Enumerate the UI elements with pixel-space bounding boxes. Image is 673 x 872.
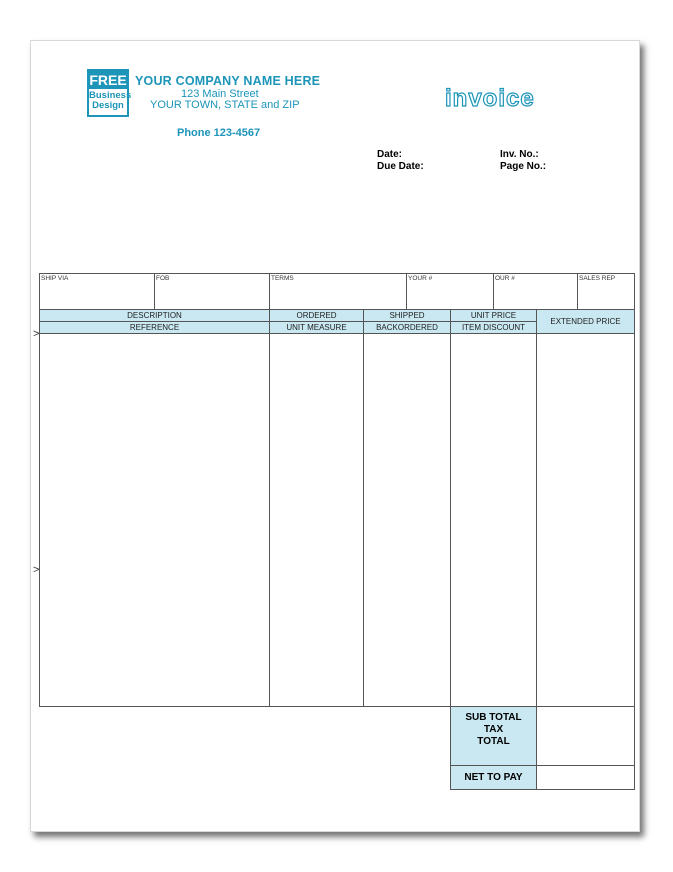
item-discount-header: ITEM DISCOUNT	[450, 321, 537, 334]
due-date-label: Due Date:	[377, 161, 424, 172]
logo-free-text: FREE	[89, 72, 127, 88]
description-header: DESCRIPTION	[39, 309, 270, 322]
shipped-header: SHIPPED	[363, 309, 451, 322]
free-business-design-logo	[87, 69, 132, 117]
line-marker: >	[33, 328, 40, 340]
divider	[269, 273, 270, 310]
company-phone: Phone 123-4567	[177, 127, 261, 139]
invoice-title: invoice	[445, 85, 535, 112]
column-divider	[536, 333, 537, 707]
reference-header: REFERENCE	[39, 321, 270, 334]
terms-label: TERMS	[271, 275, 294, 282]
column-divider	[363, 333, 364, 707]
backordered-header: BACKORDERED	[363, 321, 451, 334]
ordered-header: ORDERED	[269, 309, 364, 322]
invoice-page	[30, 40, 640, 832]
tax-label: TAX	[483, 724, 504, 735]
logo-business-text: Business	[89, 90, 132, 101]
divider	[154, 273, 155, 310]
divider	[577, 273, 578, 310]
totals-labels-box	[450, 706, 537, 766]
net-to-pay-label: NET TO PAY	[450, 765, 537, 790]
invoice-number-label: Inv. No.:	[500, 149, 539, 160]
shipping-info-row	[39, 273, 635, 310]
line-items-area	[39, 333, 635, 707]
net-to-pay-value-box	[536, 765, 635, 790]
divider	[406, 273, 407, 310]
our-number-label: OUR #	[495, 275, 515, 282]
unit-measure-header: UNIT MEASURE	[269, 321, 364, 334]
totals-values-box	[536, 706, 635, 766]
unit-price-header: UNIT PRICE	[450, 309, 537, 322]
date-label: Date:	[377, 149, 403, 160]
total-label: TOTAL	[477, 736, 510, 747]
your-number-label: YOUR #	[408, 275, 433, 282]
logo-design-text: Design	[92, 100, 124, 111]
line-marker: >	[33, 564, 40, 576]
extended-price-header: EXTENDED PRICE	[536, 309, 635, 334]
column-divider	[269, 333, 270, 707]
column-divider	[450, 333, 451, 707]
company-street: 123 Main Street	[181, 88, 259, 100]
company-town: YOUR TOWN, STATE and ZIP	[150, 99, 300, 111]
page-number-label: Page No.:	[500, 161, 547, 172]
company-name: YOUR COMPANY NAME HERE	[135, 74, 321, 88]
sub-total-label: SUB TOTAL	[465, 712, 522, 723]
divider	[493, 273, 494, 310]
fob-label: FOB	[156, 275, 170, 282]
sales-rep-label: SALES REP	[579, 275, 616, 282]
ship-via-label: SHIP VIA	[41, 275, 69, 282]
